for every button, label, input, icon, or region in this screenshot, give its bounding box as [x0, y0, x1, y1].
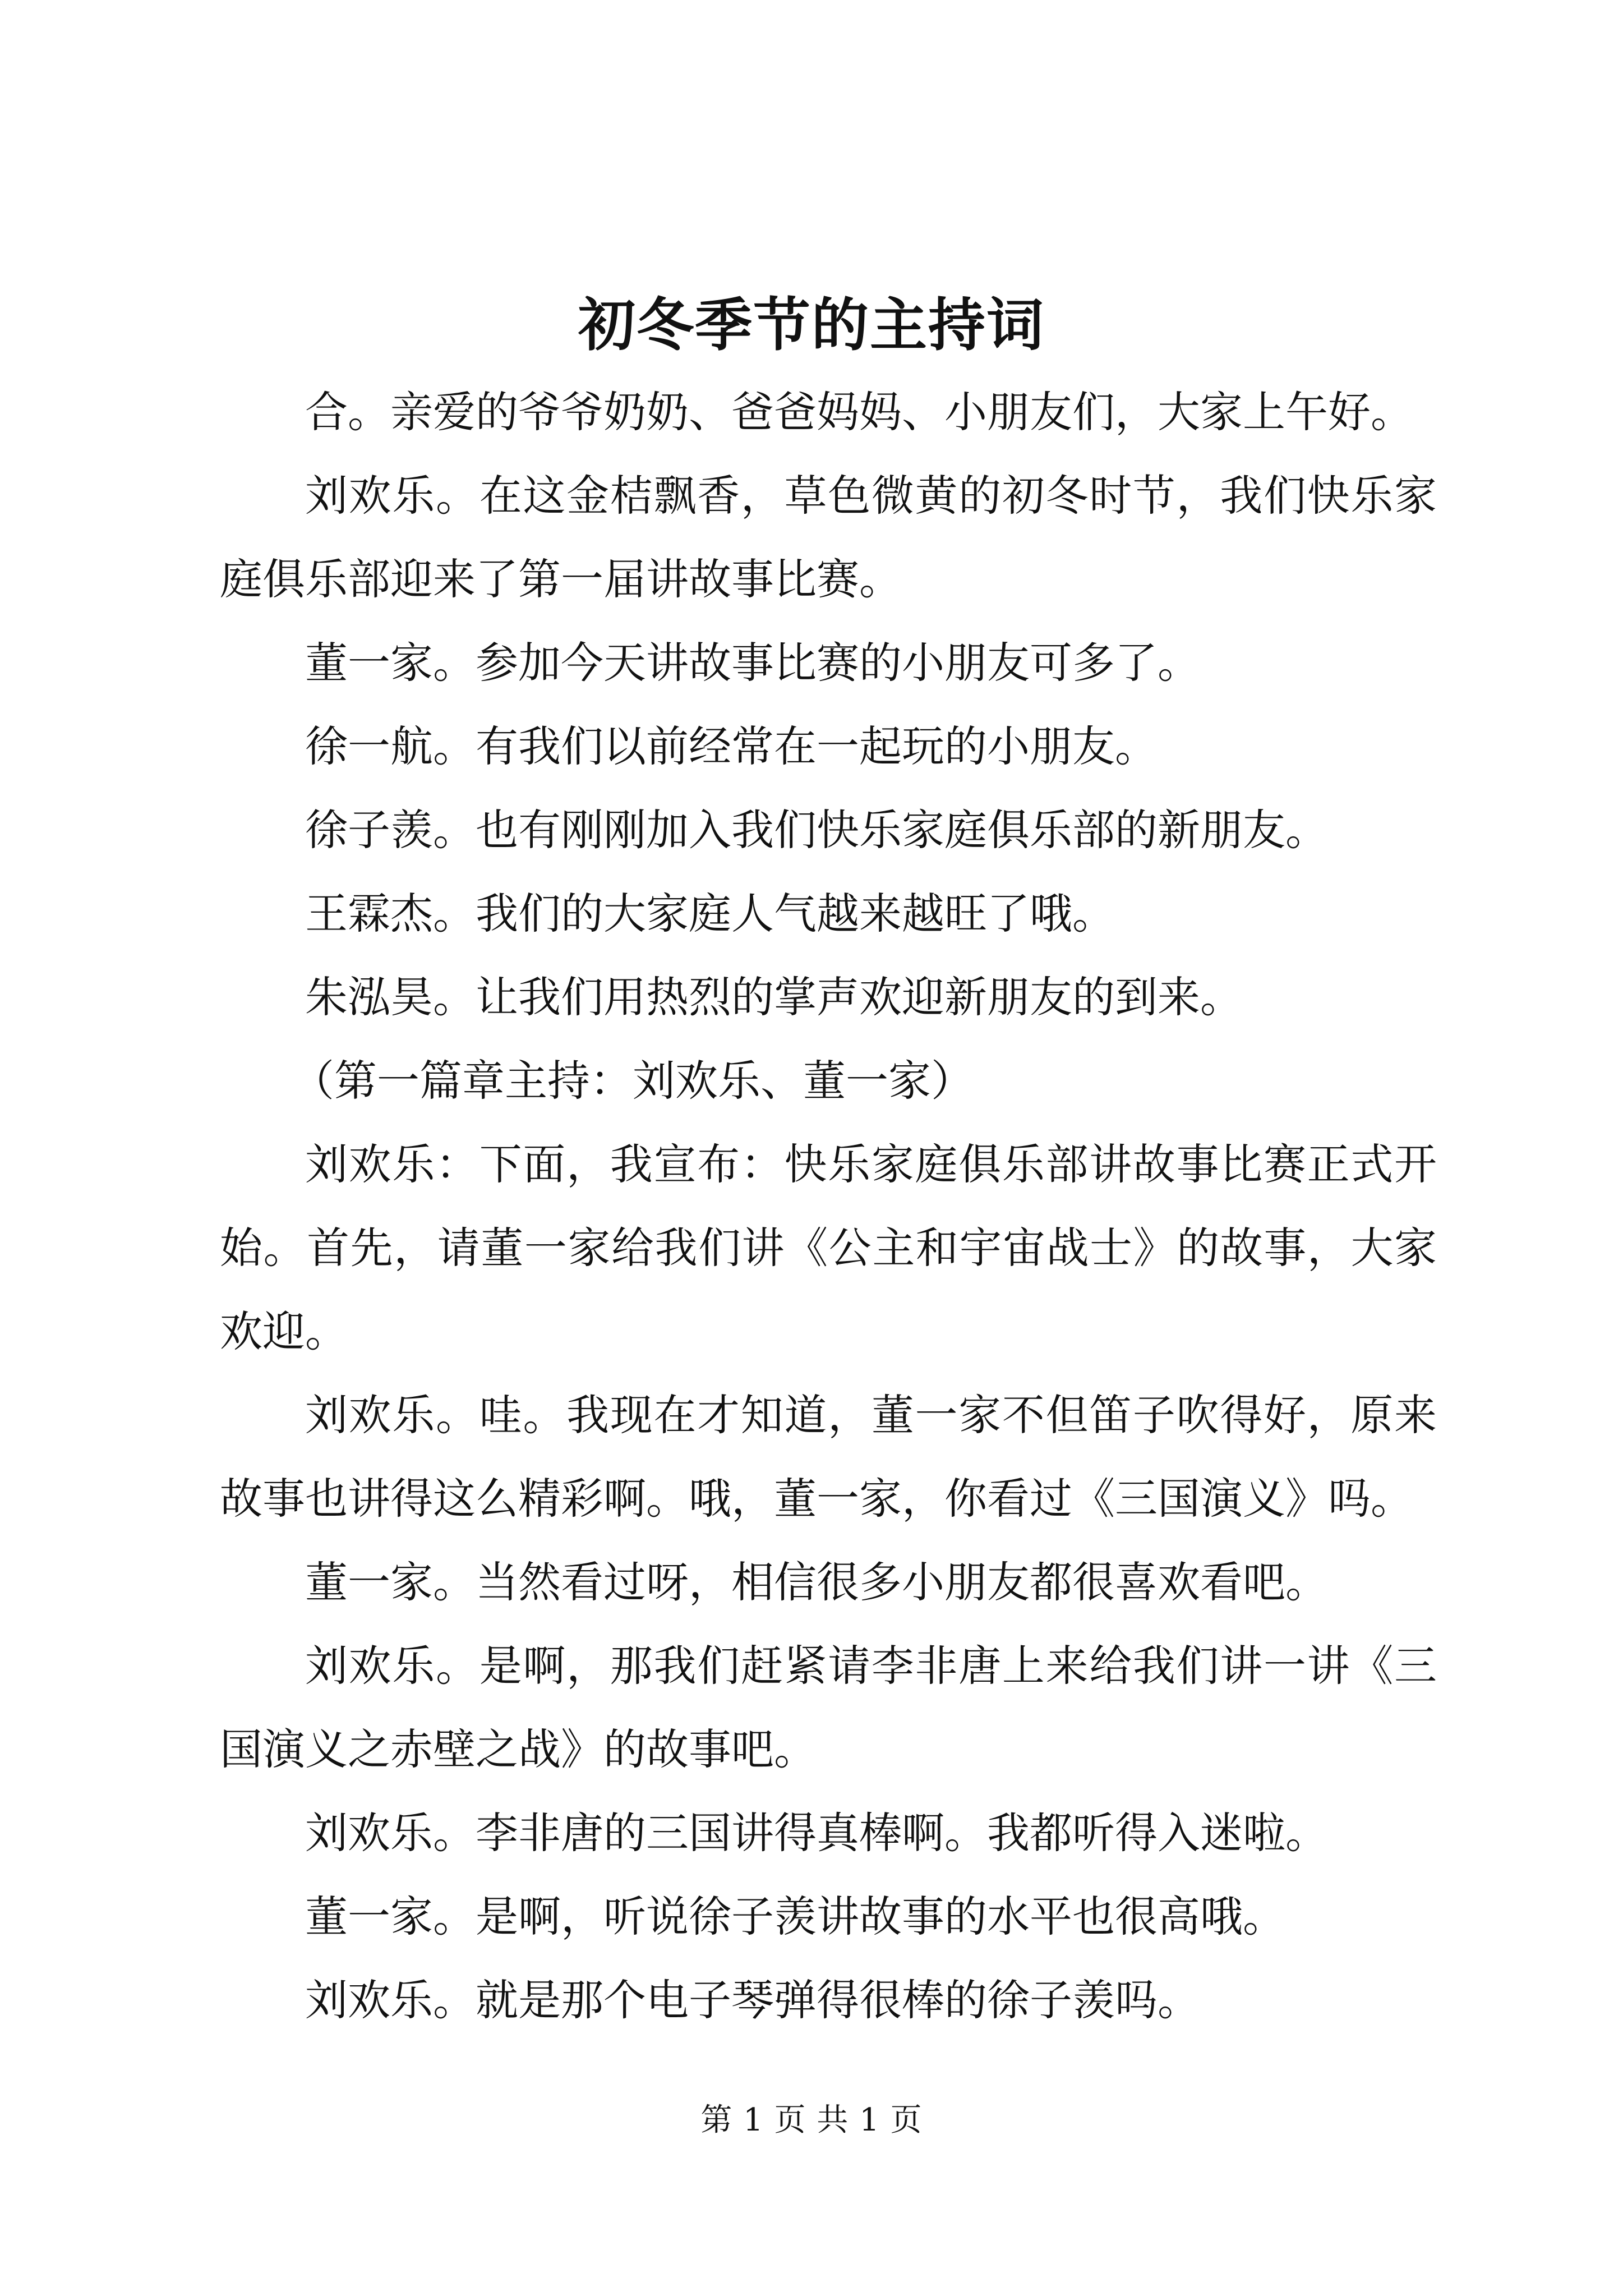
paragraph: 刘欢乐。就是那个电子琴弹得很棒的徐子羡吗。: [305, 1975, 1200, 2025]
paragraph: 王霖杰。我们的大家庭人气越来越旺了哦。: [305, 889, 1115, 938]
paragraph: 徐子羡。也有刚刚加入我们快乐家庭俱乐部的新朋友。: [305, 805, 1328, 855]
section-heading: （第一篇章主持：刘欢乐、董一家）: [292, 1056, 974, 1106]
paragraph: 刘欢乐。哇。我现在才知道，董一家不但笛子吹得好，原来故事也讲得这么精彩啊。哦，董一家，你看过《三国演义》吗。: [220, 1390, 1437, 1524]
paragraph: 董一家。是啊，听说徐子羡讲故事的水平也很高哦。: [305, 1892, 1285, 1941]
paragraph: 徐一航。有我们以前经常在一起玩的小朋友。: [305, 721, 1158, 771]
paragraph: 董一家。参加今天讲故事比赛的小朋友可多了。: [305, 638, 1200, 688]
paragraph: 刘欢乐。是啊，那我们赶紧请李非唐上来给我们讲一讲《三国演义之赤壁之战》的故事吧。: [220, 1641, 1437, 1774]
paragraph: 刘欢乐：下面，我宣布：快乐家庭俱乐部讲故事比赛正式开始。首先，请董一家给我们讲《公主和宇宙战士》的故事，大家欢迎。: [220, 1139, 1437, 1356]
paragraph: 刘欢乐。在这金桔飘香，草色微黄的初冬时节，我们快乐家庭俱乐部迎来了第一届讲故事比赛。: [220, 471, 1437, 604]
paragraph: 刘欢乐。李非唐的三国讲得真棒啊。我都听得入迷啦。: [305, 1808, 1328, 1858]
page-footer: 第 1 页 共 1 页: [700, 2102, 923, 2138]
document-title: 初冬季节的主持词: [578, 292, 1045, 359]
paragraph: 合。亲爱的爷爷奶奶、爸爸妈妈、小朋友们，大家上午好。: [305, 387, 1413, 437]
document-body: [220, 370, 1437, 2042]
paragraph: 董一家。当然看过呀，相信很多小朋友都很喜欢看吧。: [305, 1557, 1328, 1607]
paragraph: 朱泓昊。让我们用热烈的掌声欢迎新朋友的到来。: [305, 972, 1243, 1022]
